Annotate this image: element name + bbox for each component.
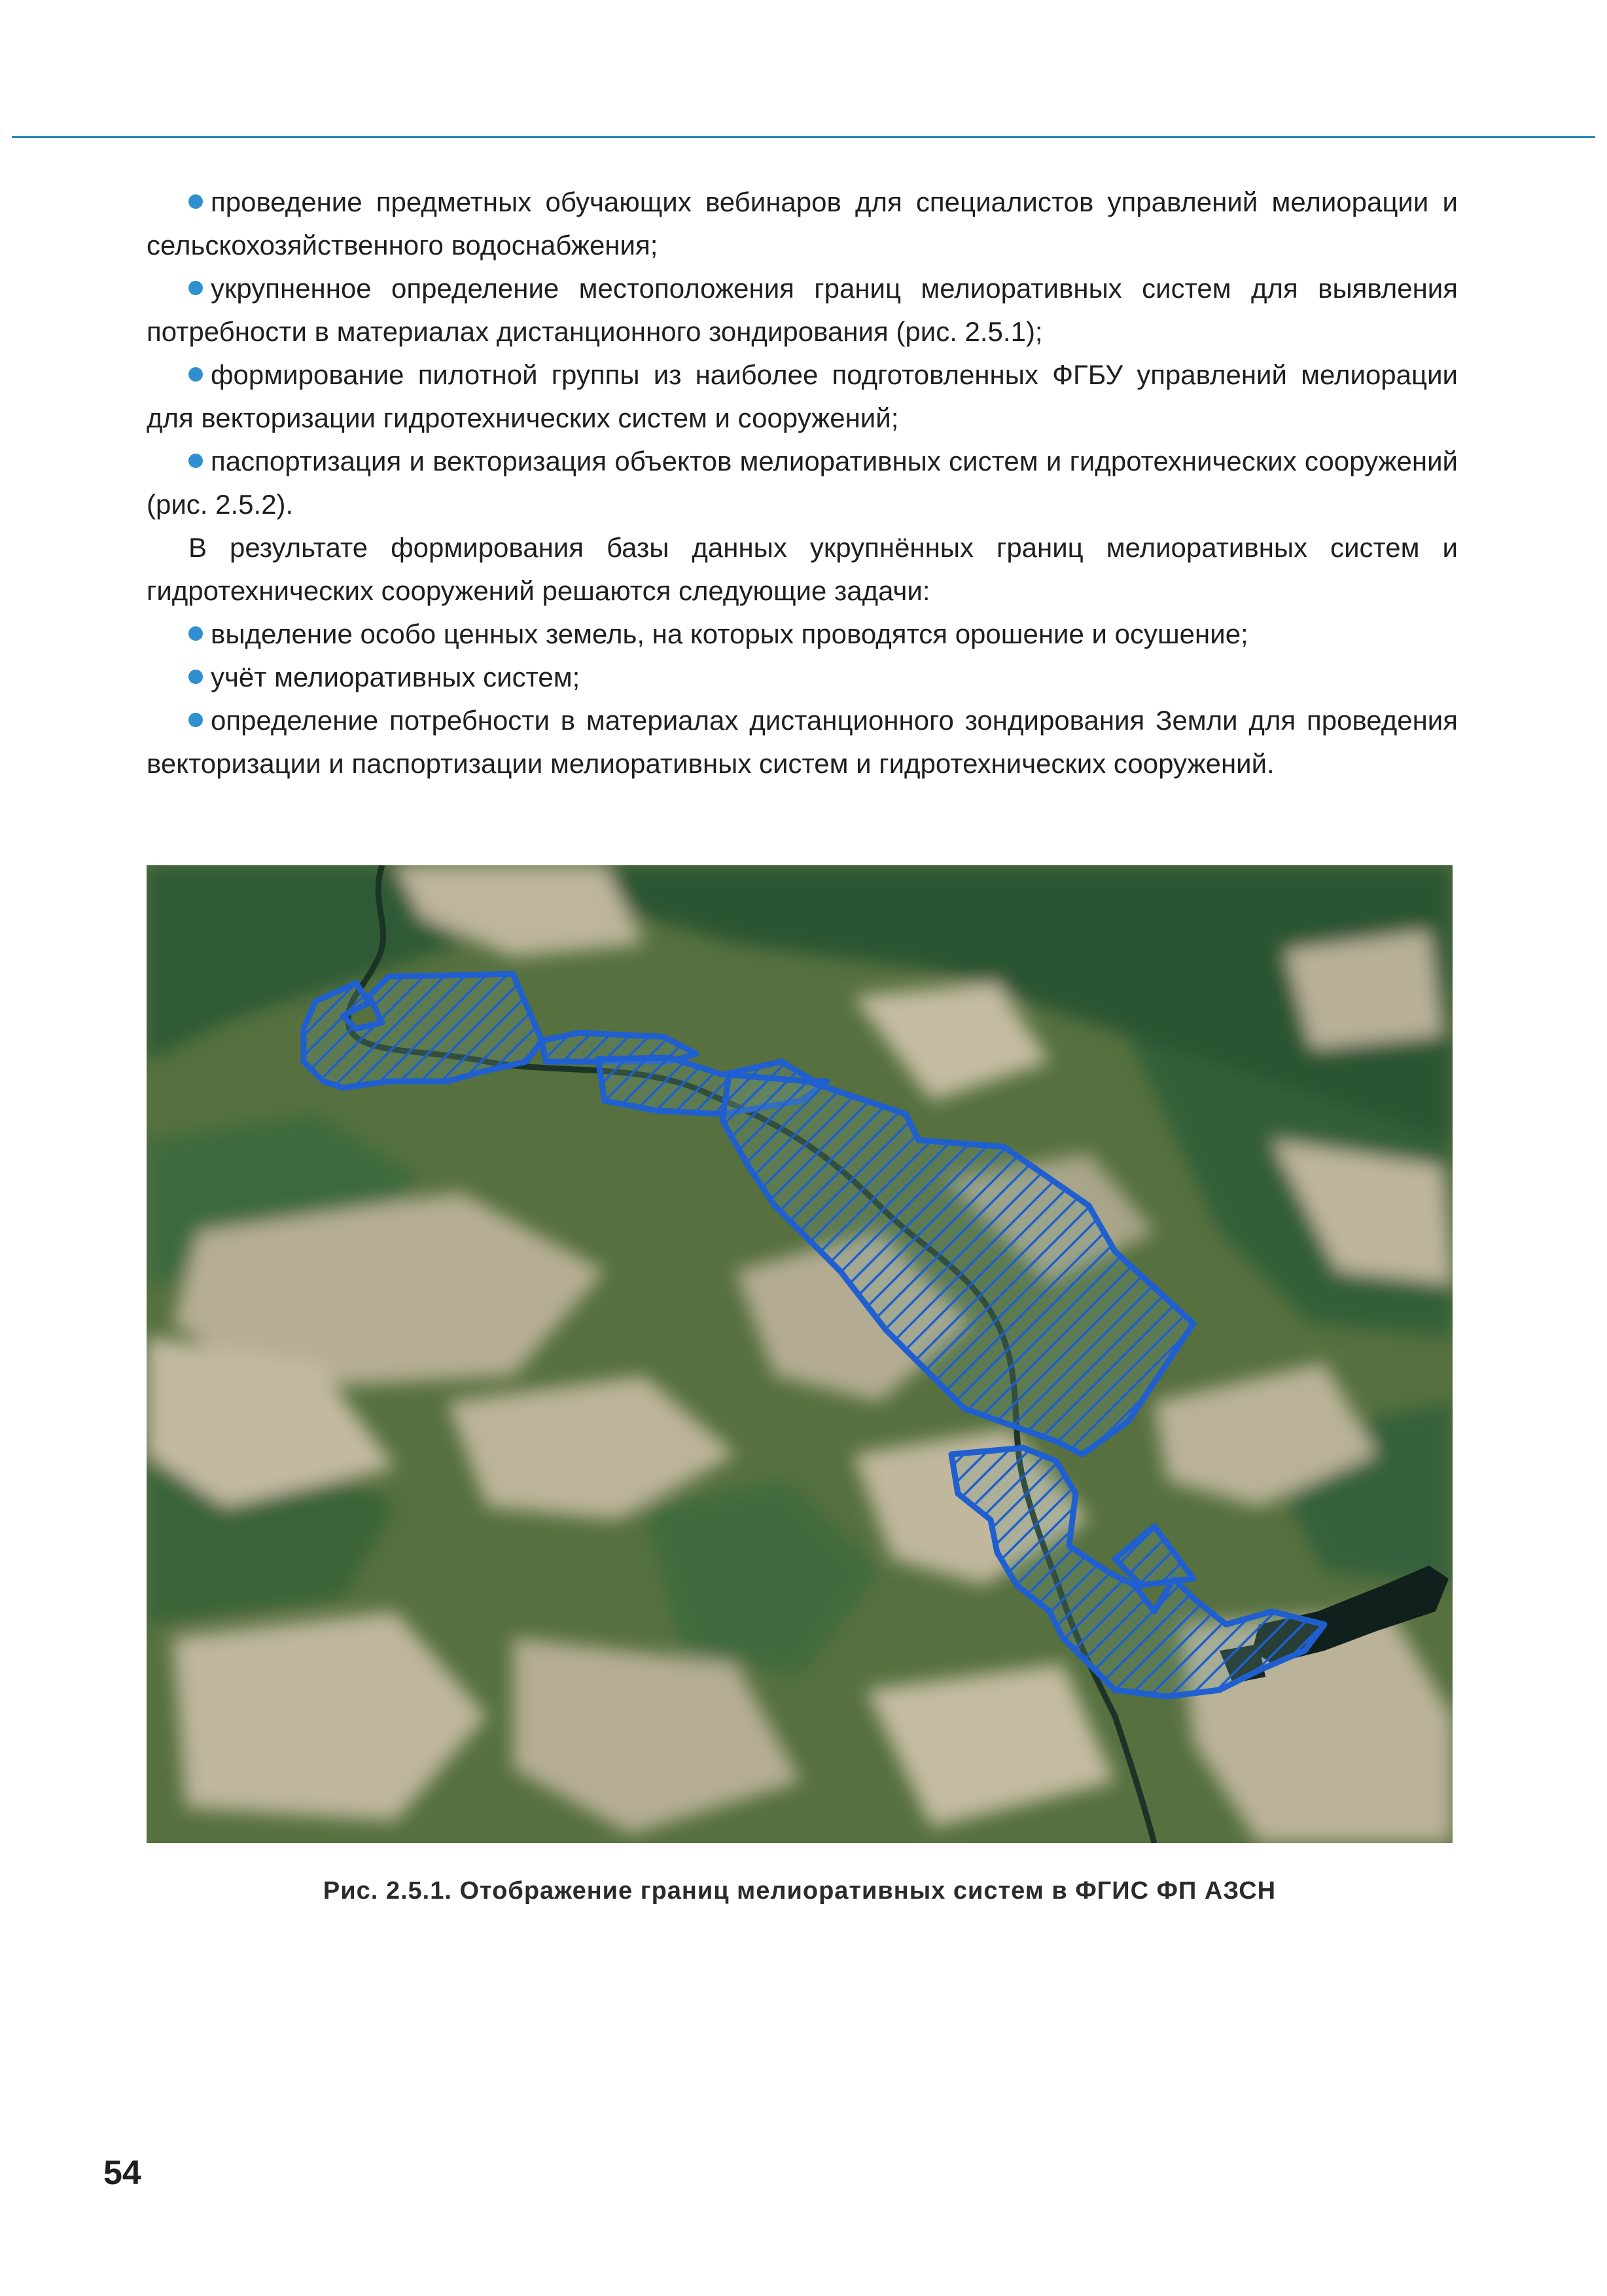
paragraph [147, 526, 1458, 613]
paragraph-text: проведение предметных обучающих вебинаров для специалистов управлений мелиорации и сельскохозяйственного водоснабжения; [147, 187, 1458, 260]
paragraph-text: учёт мелиоративных систем; [211, 662, 580, 692]
paragraph-text: паспортизация и векторизация объектов мелиоративных систем и гидротехнических сооружений (рис. 2.5.2). [147, 446, 1458, 520]
paragraph-text: укрупненное определение местоположения границ мелиоративных систем для выявления потребности в материалах дистанционного зондирования (рис. 2.5.1); [147, 273, 1458, 347]
header-rule [12, 136, 1595, 138]
bullet-icon [188, 454, 203, 468]
bullet-icon [188, 670, 203, 684]
bullet-item [147, 613, 1458, 656]
figure-caption: Рис. 2.5.1. Отображение границ мелиоративных систем в ФГИС ФП АЗСН [323, 1877, 1277, 1905]
bullet-item [147, 353, 1458, 440]
bullet-item [147, 440, 1458, 526]
paragraph-text: определение потребности в материалах дистанционного зондирования Земли для проведения векторизации и паспортизации мелиоративных систем и гидротехнических сооружений. [147, 705, 1458, 779]
body-text [147, 181, 1458, 785]
satellite-map [147, 865, 1453, 1843]
bullet-item [147, 656, 1458, 699]
page-number: 54 [103, 2154, 141, 2192]
field-area [1285, 931, 1442, 1049]
bullet-icon [188, 626, 203, 641]
bullet-icon [188, 713, 203, 727]
paragraph-text: формирование пилотной группы из наиболее подготовленных ФГБУ управлений мелиорации для векторизации гидротехнических систем и сооружений; [147, 359, 1458, 433]
bullet-item [147, 267, 1458, 353]
paragraph-text: выделение особо ценных земель, на которых проводятся орошение и осушение; [211, 619, 1248, 649]
paragraph-text: В результате формирования базы данных укрупнённых границ мелиоративных систем и гидротехнических сооружений решаются следующие задачи: [147, 532, 1458, 606]
bullet-icon [188, 281, 203, 295]
bullet-icon [188, 367, 203, 382]
bullet-icon [188, 194, 203, 209]
bullet-item [147, 181, 1458, 267]
bullet-item [147, 699, 1458, 785]
satellite-map-figure [147, 865, 1453, 1843]
